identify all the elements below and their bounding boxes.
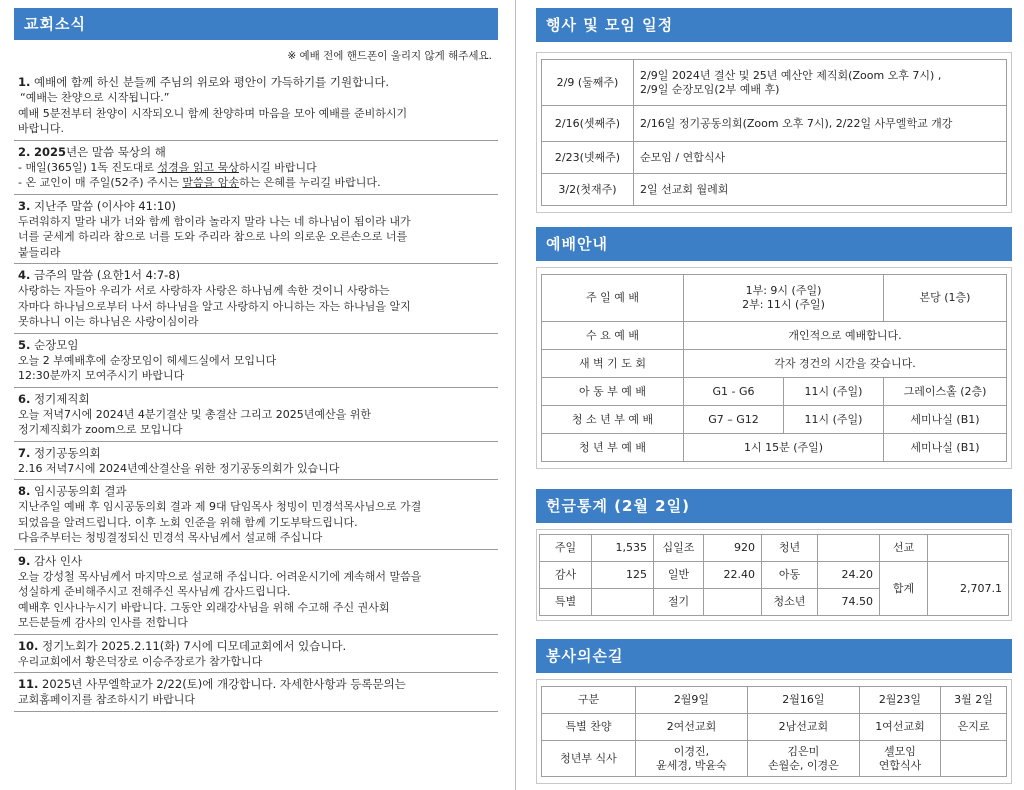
table-row: 감사 125 일반 22.40 아동 24.20 합계 2,707.1: [540, 562, 1009, 589]
table-row: 새 벽 기 도 회 각자 경건의 시간을 갖습니다.: [542, 350, 1007, 378]
service-table: [541, 686, 1007, 777]
news-item-5: 5. 순장모임 오늘 2 부예배후에 순장모임이 헤세드실에서 모입니다 12:30분까지 모여주시기 바랍니다: [14, 334, 498, 388]
table-row: 2/9 (둘째주) 2/9일 2024년 결산 및 25년 예산안 제직회(Zoom 오후 7시) , 2/9일 순장모임(2부 예배 후): [542, 60, 1007, 106]
table-row: 특별 찬양 2여선교회 2남선교회 1여선교회 은지로: [542, 714, 1007, 741]
news-item-9: 9. 감사 인사 오늘 강성철 목사님께서 마지막으로 설교해 주십니다. 어려운시기에 계속해서 말씀을 성실하게 준비해주시고 전해주신 목사님께 감사드립니다. 예배후 인사나누시기 바랍니다. 그동안 외래강사님을 위해 수고해 주신 권사회 모든분들께 감사의 인사를 전합니다: [14, 550, 498, 635]
news-item-10: 10. 정기노회가 2025.2.11(화) 7시에 디모데교회에서 있습니다. 우리교회에서 황은덕장로 이승주장로가 참가합니다: [14, 635, 498, 674]
table-row: 2/23(넷째주) 순모임 / 연합식사: [542, 142, 1007, 174]
events-table: [541, 59, 1007, 206]
news-item-8: 8. 임시공동의회 결과 지난주일 예배 후 임시공동의회 결과 제 9대 담임목사 청빙이 민경석목사님으로 가결 되었음을 알려드립니다. 이후 노회 인준을 위해 함께 기도부탁드립니다. 다음주부터는 청빙결정되신 민경석 목사님께서 설교해 주십니다: [14, 480, 498, 550]
news-item-1: 1. 예배에 함께 하신 분들께 주님의 위로와 평안이 가득하기를 기원합니다. “예배는 찬양으로 시작됩니다.” 예배 5분전부터 찬양이 시작되오니 함께 찬양하며 마음을 모아 예배를 준비하시기 바랍니다.: [14, 71, 498, 141]
service-table-wrap: [536, 679, 1012, 784]
phone-notice: ※ 예배 전에 핸드폰이 울리지 않게 해주세요.: [287, 50, 492, 62]
service-title: 봉사의손길: [536, 639, 1012, 673]
church-news-title: 교회소식: [14, 8, 498, 40]
news-item-2: 2. 2025년은 말씀 묵상의 해 - 매일(365일) 1독 진도대로 성경을 읽고 묵상하시길 바랍니다 - 온 교인이 매 주일(52주) 주시는 말씀을 암송하는 은혜를 누리길 바랍니다.: [14, 141, 498, 195]
table-row: 2/16(셋째주) 2/16일 정기공동의회(Zoom 오후 7시), 2/22일 사무엘학교 개강: [542, 106, 1007, 142]
worship-title: 예배안내: [536, 227, 1012, 261]
table-row: 청 소 년 부 예 배 G7 – G12 11시 (주일) 세미나실 (B1): [542, 406, 1007, 434]
worship-table: [541, 274, 1007, 462]
schedule-column: [536, 8, 1012, 784]
table-row: 주 일 예 배 1부: 9시 (주일) 2부: 11시 (주일) 본당 (1층): [542, 275, 1007, 322]
events-table-wrap: [536, 52, 1012, 213]
column-divider: [515, 0, 516, 790]
offering-title: 헌금통계 (2월 2일): [536, 489, 1012, 523]
news-item-3: 3. 지난주 말씀 (이사야 41:10) 두려워하지 말라 내가 너와 함께 함이라 놀라지 말라 나는 네 하나님이 됨이라 내가 너를 굳세게 하리라 참으로 너를 도와 주리라 참으로 나의 의로운 오른손으로 너를 붙들리라: [14, 195, 498, 265]
worship-table-wrap: [536, 267, 1012, 469]
table-row: 수 요 예 배 개인적으로 예배합니다.: [542, 322, 1007, 350]
church-news-column: [14, 8, 498, 712]
table-row: 3/2(첫재주) 2일 선교회 월례회: [542, 174, 1007, 206]
table-row: 청년부 식사 이경진, 윤세경, 박윤숙 김은미 손월순, 이경은 셀모임 연합식사: [542, 741, 1007, 777]
news-item-6: 6. 정기제직회 오늘 저녁7시에 2024년 4분기결산 및 총결산 그리고 2025년예산을 위한 정기제직회가 zoom으로 모입니다: [14, 388, 498, 442]
table-row: 특별 절기 청소년 74.50: [540, 589, 1009, 616]
table-row: 구분 2월9일 2월16일 2월23일 3월 2일: [542, 687, 1007, 714]
offering-table-wrap: [536, 529, 1012, 621]
news-item-7: 7. 정기공동의회 2.16 저녁7시에 2024년예산결산을 위한 정기공동의회가 있습니다: [14, 442, 498, 481]
offering-table: [539, 534, 1009, 616]
events-title: 행사 및 모임 일정: [536, 8, 1012, 42]
table-row: 아 동 부 예 배 G1 - G6 11시 (주일) 그레이스홀 (2층): [542, 378, 1007, 406]
news-item-11: 11. 2025년 사무엘학교가 2/22(토)에 개강합니다. 자세한사항과 등록문의는 교회홈페이지를 참조하시기 바랍니다: [14, 673, 498, 712]
table-row: 주일 1,535 십일조 920 청년 선교: [540, 535, 1009, 562]
table-row: 청 년 부 예 배 1시 15분 (주일) 세미나실 (B1): [542, 434, 1007, 462]
news-item-4: 4. 금주의 말씀 (요한1서 4:7-8) 사랑하는 자들아 우리가 서로 사랑하자 사랑은 하나님께 속한 것이니 사랑하는 자마다 하나님으로부터 나서 하나님을 알고 사랑하지 아니하는 자는 하나님을 알지 못하나니 이는 하나님은 사랑이심이라: [14, 264, 498, 334]
